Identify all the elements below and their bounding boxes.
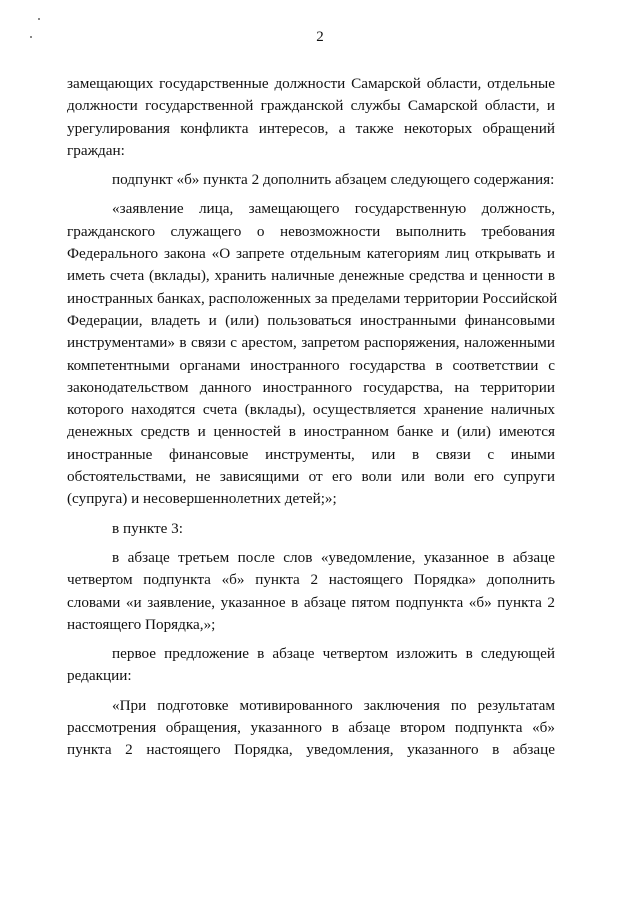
text-line: рассмотрения обращения, указанного в абзаце втором подпункта «б»	[67, 719, 555, 737]
text-line: компетентными органами иностранного государства в соответствии с	[67, 356, 555, 374]
text-line: граждан:	[67, 141, 125, 159]
text-line: пункта 2 настоящего Порядка, уведомления, указанного в абзаце	[67, 741, 555, 759]
document-body	[67, 73, 558, 762]
text-line: редакции:	[67, 667, 132, 685]
text-line: (супруга) и несовершеннолетних детей;»;	[67, 490, 337, 508]
text-line: Федерального закона «О запрете отдельным категориям лиц открывать и	[67, 245, 555, 263]
text-line: в абзаце третьем после слов «уведомление, указанное в абзаце	[112, 548, 555, 566]
text-line: четвертом подпункта «б» пункта 2 настоящего Порядка» дополнить	[67, 571, 555, 589]
text-line: обстоятельствами, не зависящими от его воли или воли его супруги	[67, 468, 555, 486]
text-line: должности государственной гражданской службы Самарской области, и	[67, 97, 555, 115]
text-line: в пункте 3:	[112, 519, 183, 537]
text-line: подпункт «б» пункта 2 дополнить абзацем следующего содержания:	[112, 171, 555, 189]
text-line: Федерации, владеть и (или) пользоваться иностранными финансовыми	[67, 311, 555, 329]
text-line: законодательством данного иностранного государства, на территории	[67, 378, 555, 396]
text-line: которого находятся счета (вклады), осуществляется хранение наличных	[67, 401, 555, 419]
text-line: настоящего Порядка,»;	[67, 615, 216, 633]
text-line: денежных средств и ценностей в иностранном банке и (или) имеются	[67, 423, 555, 441]
text-line: «При подготовке мотивированного заключения по результатам	[112, 696, 555, 714]
text-line: словами «и заявление, указанное в абзаце пятом подпункта «б» пункта 2	[67, 593, 555, 611]
page-number: 2	[316, 29, 324, 45]
text-line: иметь счета (вклады), хранить наличные денежные средства и ценности в	[67, 267, 555, 285]
text-line: инструментами» в связи с арестом, запретом распоряжения, наложенными	[67, 334, 555, 352]
text-line: «заявление лица, замещающего государственную должность,	[112, 200, 555, 218]
text-line: гражданского служащего о невозможности выполнить требования	[67, 222, 555, 240]
text-line: иностранные финансовые инструменты, или в связи с иными	[67, 445, 555, 463]
scan-speck	[30, 36, 32, 38]
text-line: замещающих государственные должности Самарской области, отдельные	[67, 75, 555, 92]
text-line: иностранных банках, расположенных за пределами территории Российской	[67, 289, 558, 307]
text-line: урегулирования конфликта интересов, а также некоторых обращений	[67, 119, 555, 137]
text-line: первое предложение в абзаце четвертом изложить в следующей	[112, 645, 555, 663]
scan-speck	[38, 18, 40, 20]
